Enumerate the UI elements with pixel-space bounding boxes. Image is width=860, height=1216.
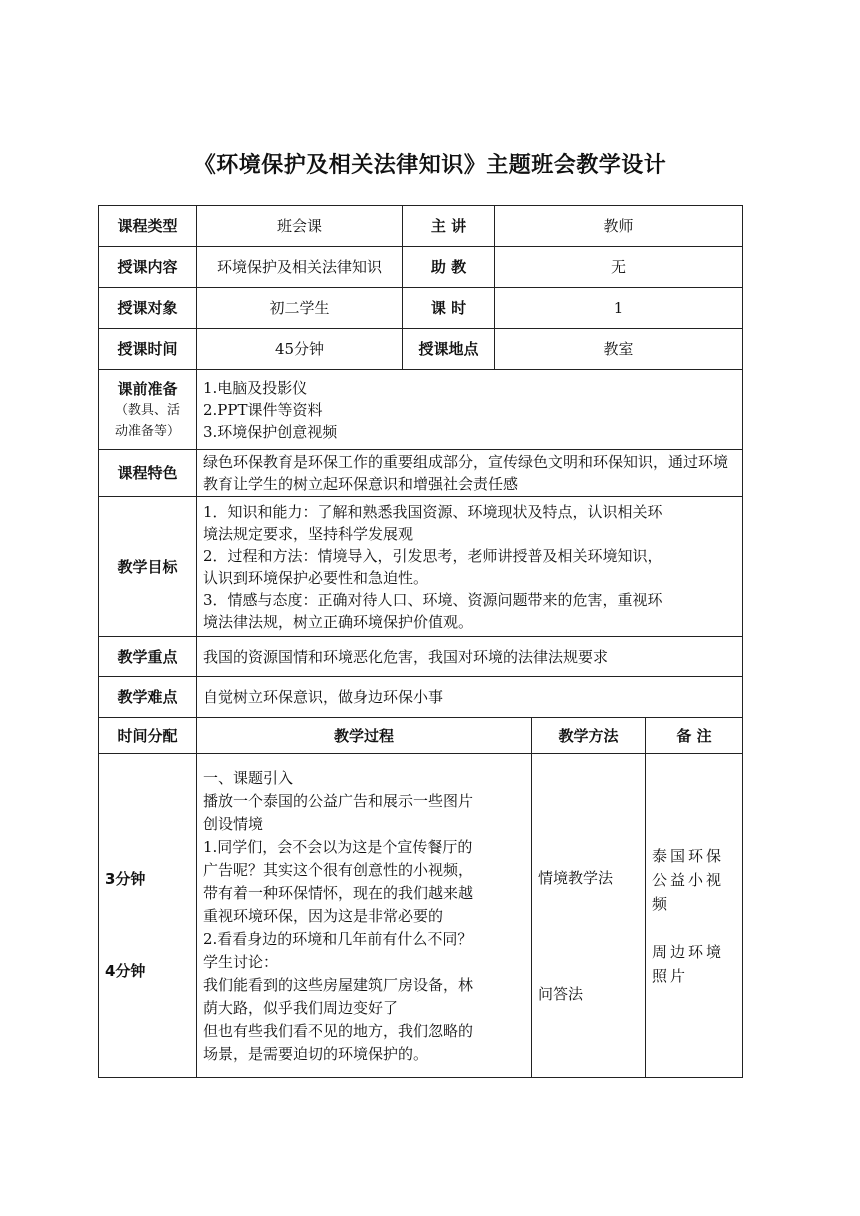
lecturer-label: 主 讲 [403, 206, 495, 247]
row-audience [99, 288, 743, 329]
notes-cell [646, 754, 743, 1078]
header-time: 时间分配 [99, 718, 197, 754]
method-cell [532, 754, 646, 1078]
goals-line: 2．过程和方法：情境导入，引发思考，老师讲授普及相关环境知识， [203, 546, 663, 565]
time-cell [99, 754, 197, 1078]
row-goals [99, 497, 743, 637]
note-line: 周边环境 [652, 942, 725, 961]
difficulties-label: 教学难点 [99, 677, 197, 718]
audience-label: 授课对象 [99, 288, 197, 329]
place-label: 授课地点 [403, 329, 495, 370]
goals-line: 1．知识和能力：了解和熟悉我国资源、环境现状及特点，认识相关环 [203, 502, 663, 521]
prep-label: 课前准备 [117, 379, 178, 398]
prep-sublabel-1: （教具、活 [114, 402, 180, 418]
process-line: 1.同学们，会不会以为这是个宣传餐厅的 [203, 838, 473, 856]
row-content [99, 247, 743, 288]
content-value: 环境保护及相关法律知识 [197, 247, 403, 288]
note-line: 泰国环保 [652, 846, 725, 865]
note-line: 公益小视 [652, 870, 725, 889]
process-cell [197, 754, 532, 1078]
note-line: 频 [652, 894, 671, 913]
goals-label: 教学目标 [99, 497, 197, 637]
schedule-row [99, 754, 743, 1078]
goals-text [197, 497, 743, 637]
process-line: 我们能看到的这些房屋建筑厂房设备，林 [203, 976, 474, 994]
prep-item: 1.电脑及投影仪 [203, 378, 308, 397]
goals-line: 3．情感与态度：正确对待人口、环境、资源问题带来的危害，重视环 [203, 590, 663, 609]
features-line: 绿色环保教育是环保工作的重要组成部分，宣传绿色文明和环保知识，通过环境 [203, 453, 729, 471]
prep-sublabel-2: 动准备等） [114, 423, 180, 439]
time-label: 授课时间 [99, 329, 197, 370]
goals-line: 认识到环境保护必要性和急迫性。 [203, 568, 429, 587]
row-difficulties [99, 677, 743, 718]
course-type-value: 班会课 [197, 206, 403, 247]
lecturer-value: 教师 [495, 206, 743, 247]
process-line: 荫大路，似乎我们周边变好了 [203, 999, 399, 1017]
hours-label: 课 时 [403, 288, 495, 329]
time-slot: 3分钟 [105, 870, 146, 888]
content-label: 授课内容 [99, 247, 197, 288]
course-type-label: 课程类型 [99, 206, 197, 247]
prep-item: 2.PPT课件等资料 [203, 400, 323, 419]
key-points-label: 教学重点 [99, 637, 197, 677]
goals-line: 境法规定要求，坚持科学发展观 [203, 524, 414, 543]
hours-value: 1 [495, 288, 743, 329]
header-method: 教学方法 [532, 718, 646, 754]
process-line: 一、课题引入 [203, 769, 294, 787]
process-line: 学生讨论： [203, 953, 279, 971]
prep-items [197, 370, 743, 450]
process-line: 创设情境 [203, 815, 264, 833]
prep-item: 3.环境保护创意视频 [203, 422, 338, 441]
features-line: 教育让学生的树立起环保意识和增强社会责任感 [203, 475, 519, 493]
features-text [197, 450, 743, 497]
note-line: 照片 [652, 966, 689, 985]
features-label: 课程特色 [99, 450, 197, 497]
row-key-points [99, 637, 743, 677]
assistant-label: 助 教 [403, 247, 495, 288]
process-line: 但也有些我们看不见的地方，我们忽略的 [203, 1022, 474, 1040]
goals-line: 境法律法规，树立正确环境保护价值观。 [203, 612, 474, 631]
row-features [99, 450, 743, 497]
time-value: 45分钟 [197, 329, 403, 370]
row-time [99, 329, 743, 370]
header-process: 教学过程 [197, 718, 532, 754]
method-item: 情境教学法 [538, 868, 614, 887]
process-line: 广告呢？其实这个很有创意性的小视频， [203, 861, 474, 879]
time-slot: 4分钟 [105, 962, 146, 980]
schedule-header-row [99, 718, 743, 754]
lesson-plan-table [98, 205, 743, 1078]
prep-label-cell [99, 370, 197, 450]
place-value: 教室 [495, 329, 743, 370]
process-line: 带有着一种环保情怀，现在的我们越来越 [203, 884, 474, 902]
page-title: 《环境保护及相关法律知识》主题班会教学设计 [193, 153, 667, 178]
process-line: 重视环境环保，因为这是非常必要的 [203, 907, 444, 925]
row-prep [99, 370, 743, 450]
row-course-type [99, 206, 743, 247]
header-notes: 备 注 [646, 718, 743, 754]
key-points-text: 我国的资源国情和环境恶化危害，我国对环境的法律法规要求 [197, 637, 743, 677]
method-item: 问答法 [538, 984, 584, 1003]
process-line: 播放一个泰国的公益广告和展示一些图片 [203, 792, 474, 810]
process-line: 场景，是需要迫切的环境保护的。 [203, 1045, 429, 1063]
audience-value: 初二学生 [197, 288, 403, 329]
difficulties-text: 自觉树立环保意识，做身边环保小事 [197, 677, 743, 718]
assistant-value: 无 [495, 247, 743, 288]
process-line: 2.看看身边的环境和几年前有什么不同？ [203, 930, 473, 948]
